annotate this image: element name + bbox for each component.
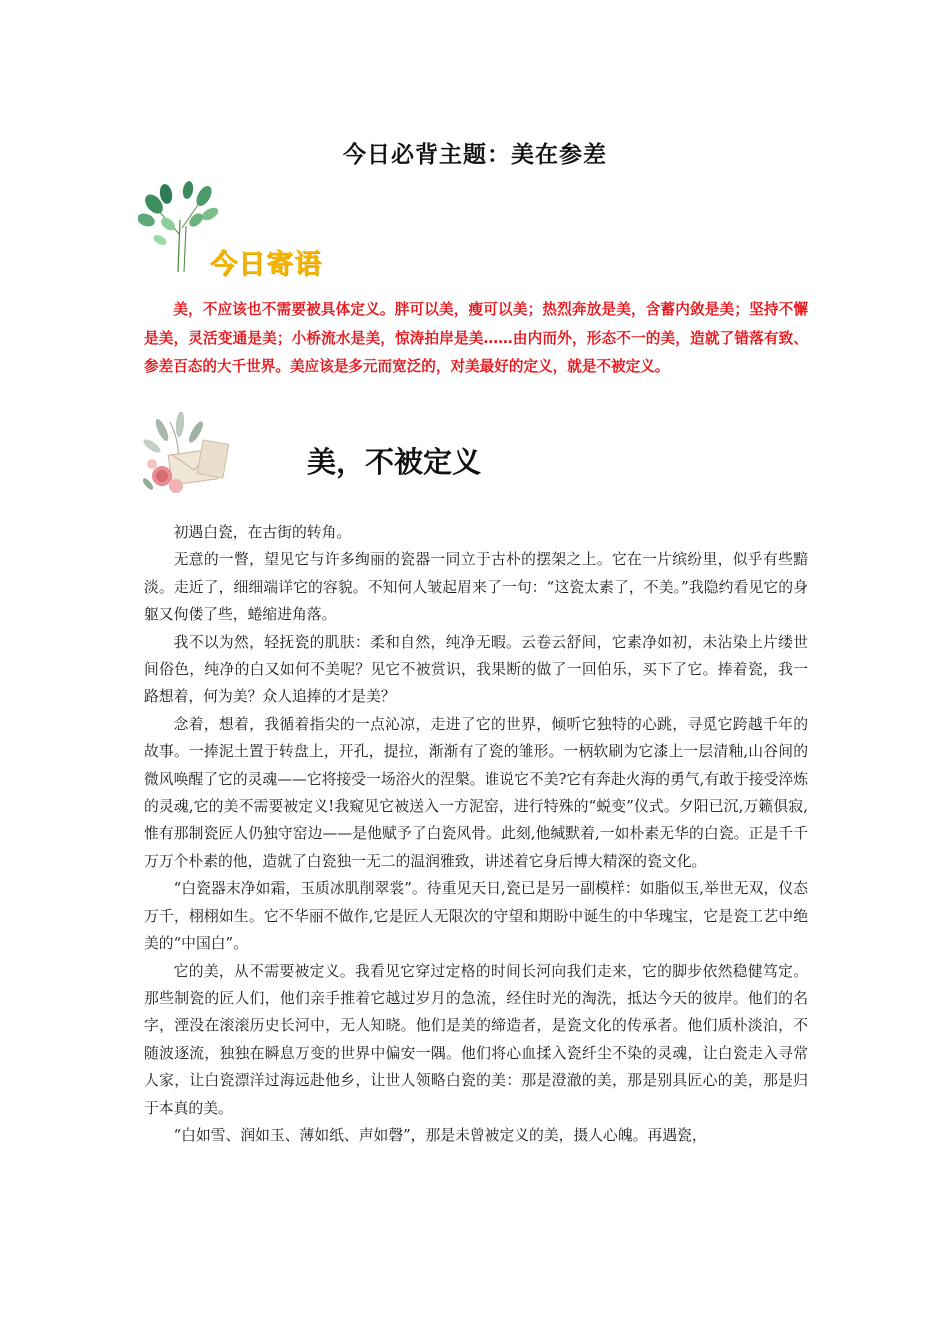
flower-envelope-icon: [140, 412, 240, 500]
essay-paragraph: 初遇白瓷，在古街的转角。: [173, 524, 352, 541]
green-leaves-icon: [138, 180, 218, 275]
motto-title: 今日寄语: [210, 249, 322, 280]
essay-paragraph: 无意的一瞥，望见它与许多绚丽的瓷器一同立于古朴的摆架之上。它在一片缤纷里，似乎有些黯淡。走近了，细细端详它的容貌。不知何人皱起眉来了一句：“这瓷太素了，不美。”我隐约看见它的身躯又佝偻了些，蜷缩进角落。: [144, 551, 808, 624]
essay-body: [144, 519, 808, 1149]
essay-title: 美，不被定义: [307, 445, 482, 479]
essay-paragraph: 我不以为然，轻抚瓷的肌肤：柔和自然，纯净无暇。云卷云舒间，它素净如初，未沾染上片缕世间俗色，纯净的白又如何不美呢？见它不被赏识，我果断的做了一回伯乐，买下了它。捧着瓷，我一路想着，何为美？众人追捧的才是美？: [144, 633, 808, 706]
essay-paragraph: 念着，想着，我循着指尖的一点沁凉，走进了它的世界，倾听它独特的心跳，寻觅它跨越千年的故事。一捧泥土置于转盘上，开孔，提拉，渐渐有了瓷的雏形。一柄软刷为它漆上一层清釉,山谷间的微风唤醒了它的灵魂——它将接受一场浴火的涅槃。谁说它不美?它有奔赴火海的勇气,有敢于接受淬炼的灵魂,它的美不需要被定义!我窥见它被送入一方泥窑，进行特殊的“蜕变”仪式。夕阳已沉,万籁俱寂,惟有那制瓷匠人仍独守窑边——是他赋予了白瓷风骨。此刻,他缄默着,一如朴素无华的白瓷。正是千千万万个朴素的他，造就了白瓷独一无二的温润雅致，讲述着它身后博大精深的瓷文化。: [144, 715, 808, 870]
essay-paragraph: 它的美，从不需要被定义。我看见它穿过定格的时间长河向我们走来，它的脚步依然稳健笃定。那些制瓷的匠人们，他们亲手推着它越过岁月的急流，经住时光的淘洗，抵达今天的彼岸。他们的名字，湮没在滚滚历史长河中，无人知晓。他们是美的缔造者，是瓷文化的传承者。他们质朴淡泊，不随波逐流，独独在瞬息万变的世界中偏安一隅。他们将心血揉入瓷纤尘不染的灵魂，让白瓷走入寻常人家，让白瓷漂洋过海远赴他乡，让世人领略白瓷的美：那是澄澈的美，那是别具匠心的美，那是归于本真的美。: [144, 962, 808, 1117]
motto-text: 美，不应该也不需要被具体定义。胖可以美，瘦可以美；热烈奔放是美，含蓄内敛是美；坚持不懈是美，灵活变通是美；小桥流水是美，惊涛拍岸是美……由内而外，形态不一的美，造就了错落有致、参差百态的大千世界。美应该是多元而宽泛的，对美最好的定义，就是不被定义。: [144, 301, 808, 375]
essay-paragraph: “白瓷器末净如霜，玉质冰肌削翠裳”。待重见天日,瓷已是另一副模样：如脂似玉,举世无双，仪态万千，栩栩如生。它不华丽不做作,它是匠人无限次的守望和期盼中诞生的中华瑰宝，它是瓷工艺中绝美的“中国白”。: [144, 880, 808, 953]
page-title: 今日必背主题：美在参差: [343, 141, 607, 168]
essay-paragraph: “白如雪、润如玉、薄如纸、声如磬”，那是未曾被定义的美，摄人心魄。再遇瓷，: [173, 1126, 707, 1144]
